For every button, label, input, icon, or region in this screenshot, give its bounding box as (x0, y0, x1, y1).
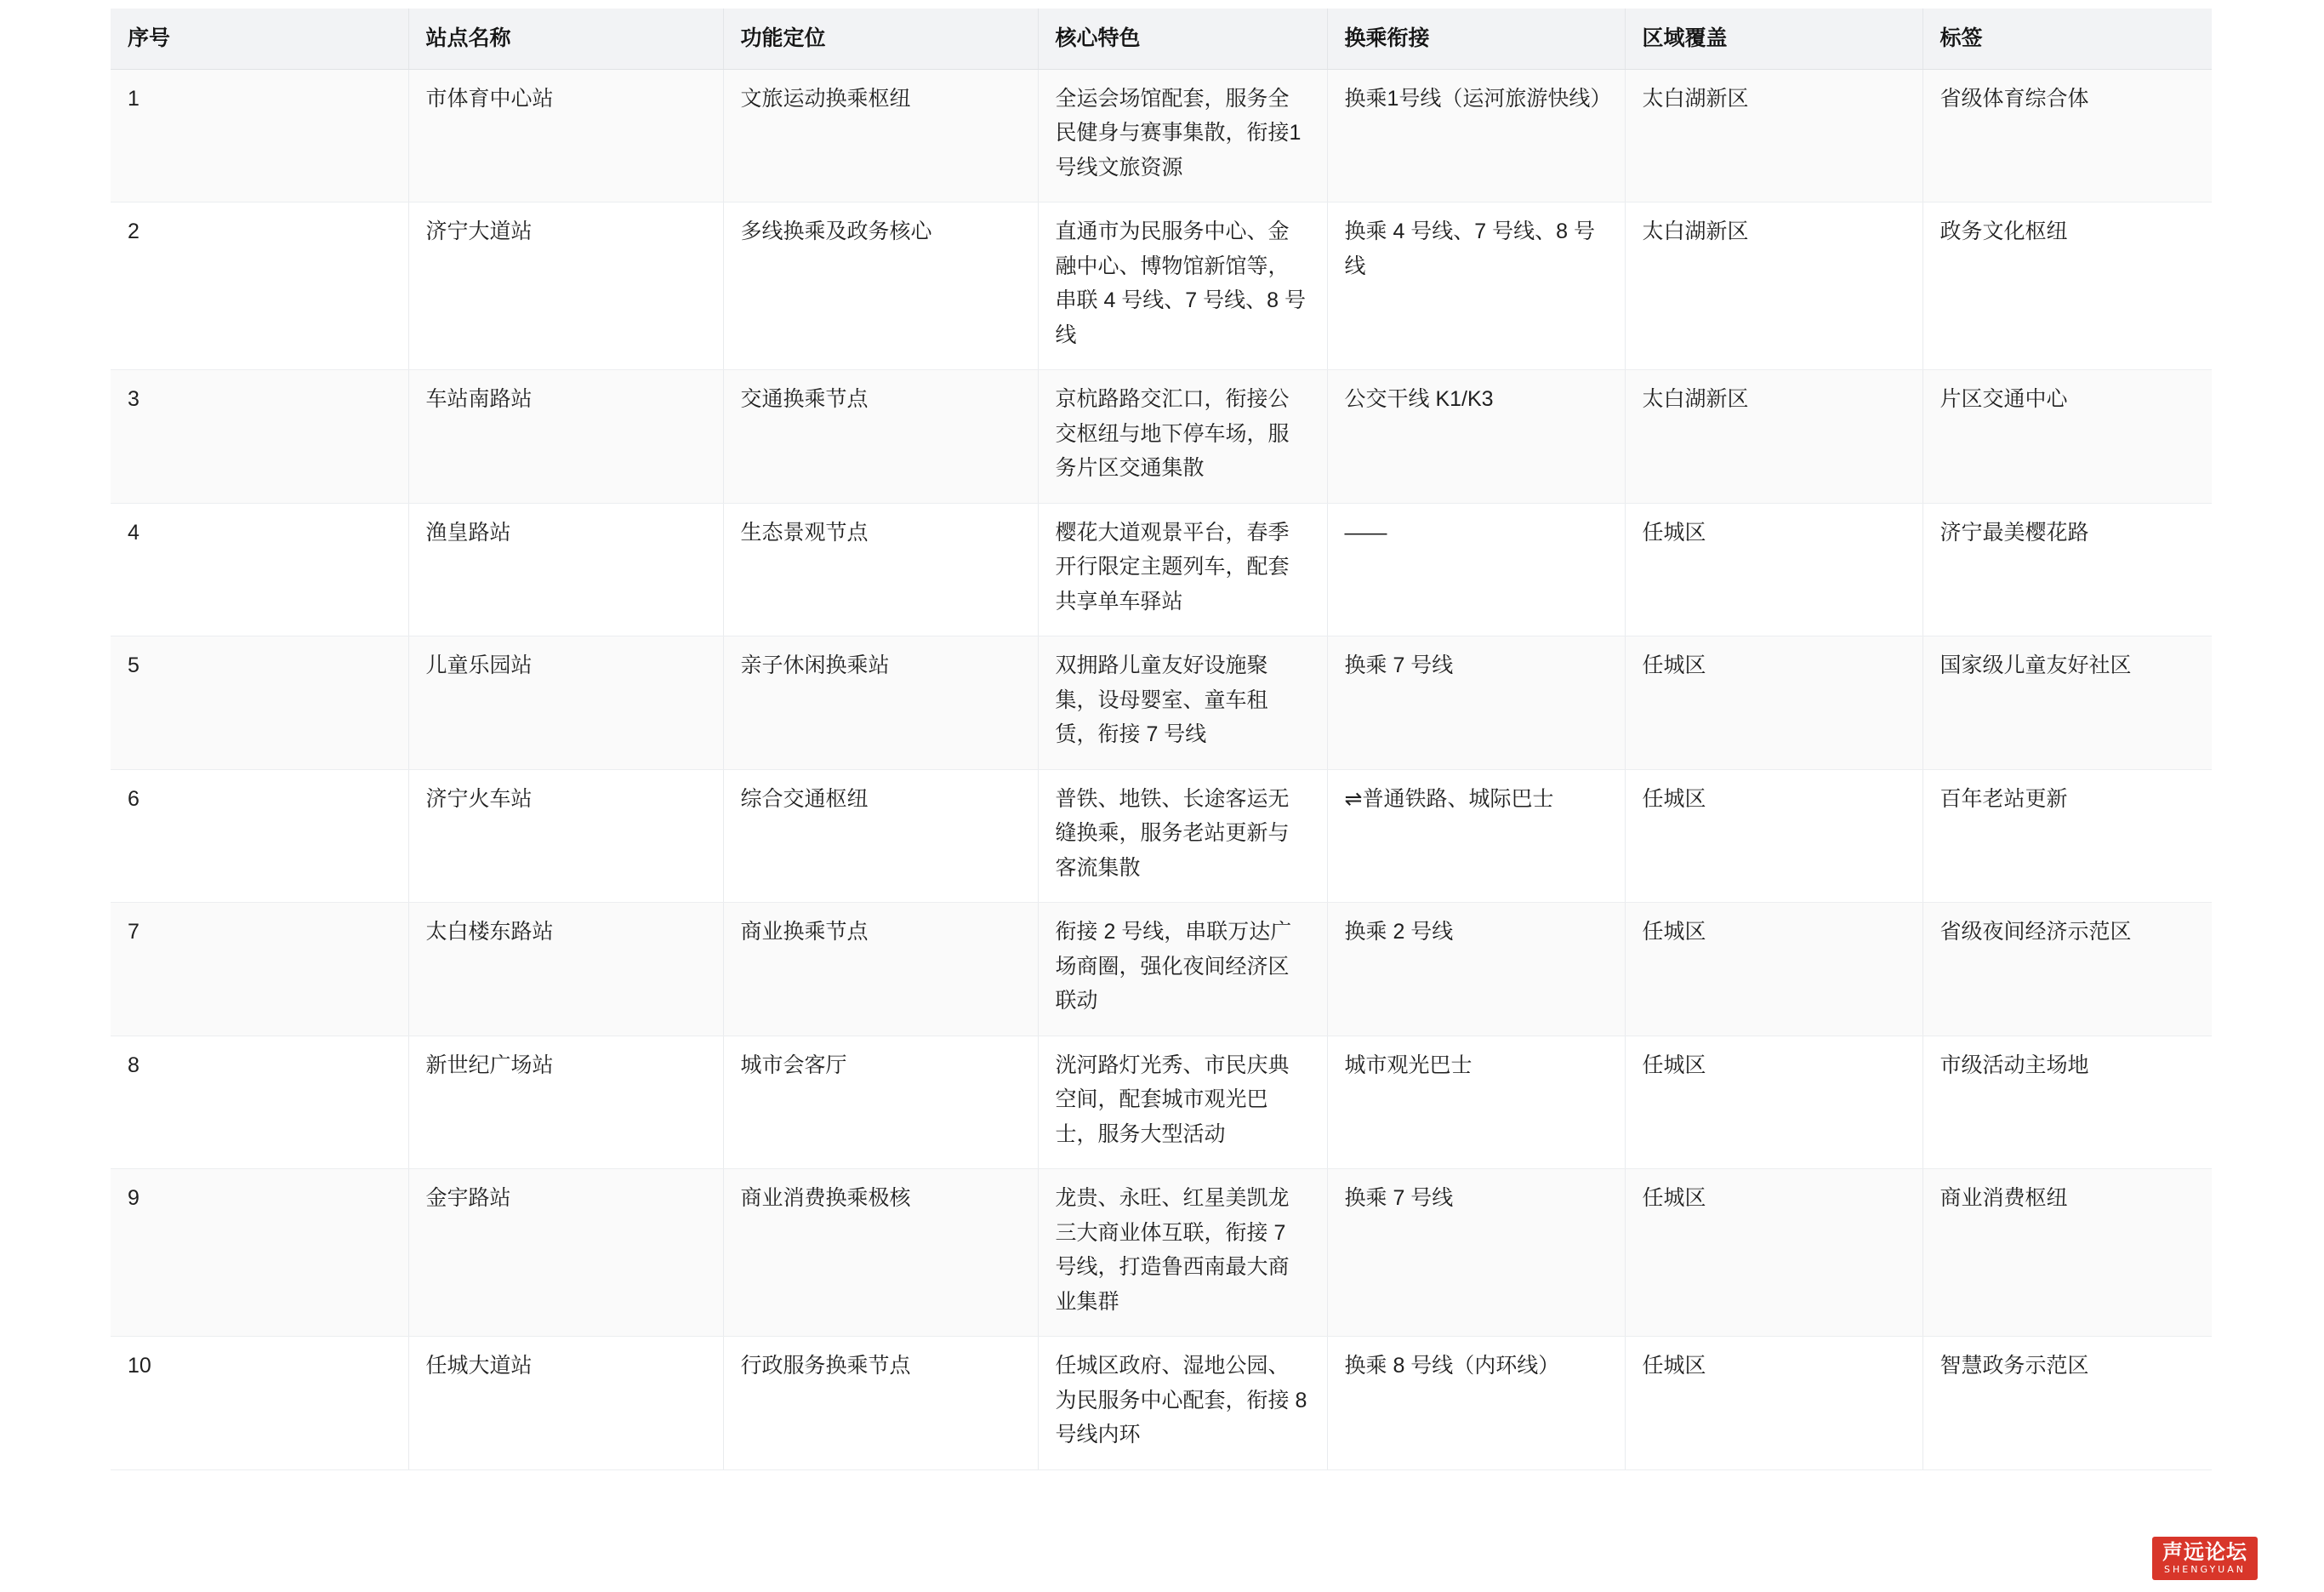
cell-index: 3 (111, 370, 408, 504)
table-row (111, 69, 2212, 203)
cell-tag: 百年老站更新 (1922, 769, 2212, 903)
cell-index: 9 (111, 1169, 408, 1337)
cell-function: 文旅运动换乘枢纽 (723, 69, 1038, 203)
cell-function: 商业消费换乘极核 (723, 1169, 1038, 1337)
watermark-subtext: SHENGYUAN (2164, 1564, 2246, 1575)
cell-feature: 京杭路路交汇口，衔接公交枢纽与地下停车场，服务片区交通集散 (1038, 370, 1327, 504)
cell-station-name: 太白楼东路站 (408, 903, 723, 1036)
cell-station-name: 渔皇路站 (408, 503, 723, 636)
cell-feature: 双拥路儿童友好设施聚集，设母婴室、童车租赁，衔接 7 号线 (1038, 636, 1327, 770)
station-table (111, 9, 2212, 1470)
cell-index: 8 (111, 1036, 408, 1169)
cell-transfer: 换乘 2 号线 (1327, 903, 1625, 1036)
column-header-tag: 标签 (1922, 9, 2212, 69)
table-row (111, 1169, 2212, 1337)
table-row (111, 636, 2212, 770)
cell-area: 太白湖新区 (1625, 370, 1922, 504)
cell-index: 4 (111, 503, 408, 636)
column-header-area: 区域覆盖 (1625, 9, 1922, 69)
cell-function: 亲子休闲换乘站 (723, 636, 1038, 770)
cell-transfer: 换乘 4 号线、7 号线、8 号线 (1327, 203, 1625, 370)
cell-station-name: 儿童乐园站 (408, 636, 723, 770)
cell-transfer: —— (1327, 503, 1625, 636)
station-table-container (111, 9, 2212, 1470)
cell-transfer: 换乘1号线（运河旅游快线） (1327, 69, 1625, 203)
cell-area: 任城区 (1625, 1036, 1922, 1169)
cell-area: 任城区 (1625, 636, 1922, 770)
table-row (111, 903, 2212, 1036)
table-header-row (111, 9, 2212, 69)
table-body (111, 69, 2212, 1469)
cell-feature: 直通市为民服务中心、金融中心、博物馆新馆等，串联 4 号线、7 号线、8 号线 (1038, 203, 1327, 370)
cell-tag: 片区交通中心 (1922, 370, 2212, 504)
cell-area: 太白湖新区 (1625, 203, 1922, 370)
cell-area: 太白湖新区 (1625, 69, 1922, 203)
cell-index: 1 (111, 69, 408, 203)
cell-tag: 国家级儿童友好社区 (1922, 636, 2212, 770)
cell-area: 任城区 (1625, 1169, 1922, 1337)
cell-feature: 樱花大道观景平台，春季开行限定主题列车，配套共享单车驿站 (1038, 503, 1327, 636)
cell-area: 任城区 (1625, 903, 1922, 1036)
cell-tag: 济宁最美樱花路 (1922, 503, 2212, 636)
cell-transfer: 换乘 7 号线 (1327, 1169, 1625, 1337)
cell-tag: 政务文化枢纽 (1922, 203, 2212, 370)
cell-transfer: 换乘 8 号线（内环线） (1327, 1337, 1625, 1470)
cell-function: 交通换乘节点 (723, 370, 1038, 504)
cell-index: 10 (111, 1337, 408, 1470)
cell-transfer: 公交干线 K1/K3 (1327, 370, 1625, 504)
cell-function: 城市会客厅 (723, 1036, 1038, 1169)
column-header-transfer: 换乘衔接 (1327, 9, 1625, 69)
column-header-name: 站点名称 (408, 9, 723, 69)
cell-feature: 洸河路灯光秀、市民庆典空间，配套城市观光巴士，服务大型活动 (1038, 1036, 1327, 1169)
cell-area: 任城区 (1625, 1337, 1922, 1470)
cell-feature: 衔接 2 号线，串联万达广场商圈，强化夜间经济区联动 (1038, 903, 1327, 1036)
cell-function: 多线换乘及政务核心 (723, 203, 1038, 370)
column-header-function: 功能定位 (723, 9, 1038, 69)
table-header (111, 9, 2212, 69)
table-row (111, 1036, 2212, 1169)
forum-watermark (2152, 1537, 2258, 1580)
cell-feature: 全运会场馆配套，服务全民健身与赛事集散，衔接1号线文旅资源 (1038, 69, 1327, 203)
cell-transfer: 换乘 7 号线 (1327, 636, 1625, 770)
table-row (111, 503, 2212, 636)
cell-feature: 普铁、地铁、长途客运无缝换乘，服务老站更新与客流集散 (1038, 769, 1327, 903)
cell-area: 任城区 (1625, 503, 1922, 636)
cell-station-name: 车站南路站 (408, 370, 723, 504)
cell-station-name: 市体育中心站 (408, 69, 723, 203)
cell-tag: 省级体育综合体 (1922, 69, 2212, 203)
cell-tag: 商业消费枢纽 (1922, 1169, 2212, 1337)
cell-station-name: 济宁火车站 (408, 769, 723, 903)
table-row (111, 370, 2212, 504)
cell-function: 生态景观节点 (723, 503, 1038, 636)
cell-station-name: 新世纪广场站 (408, 1036, 723, 1169)
cell-transfer: ⇌普通铁路、城际巴士 (1327, 769, 1625, 903)
cell-station-name: 任城大道站 (408, 1337, 723, 1470)
watermark-text: 声远论坛 (2162, 1540, 2247, 1564)
cell-function: 商业换乘节点 (723, 903, 1038, 1036)
cell-tag: 省级夜间经济示范区 (1922, 903, 2212, 1036)
cell-station-name: 济宁大道站 (408, 203, 723, 370)
cell-index: 6 (111, 769, 408, 903)
cell-index: 5 (111, 636, 408, 770)
cell-index: 2 (111, 203, 408, 370)
cell-index: 7 (111, 903, 408, 1036)
column-header-feature: 核心特色 (1038, 9, 1327, 69)
cell-transfer: 城市观光巴士 (1327, 1036, 1625, 1169)
table-row (111, 203, 2212, 370)
cell-tag: 智慧政务示范区 (1922, 1337, 2212, 1470)
table-row (111, 1337, 2212, 1470)
cell-function: 行政服务换乘节点 (723, 1337, 1038, 1470)
cell-function: 综合交通枢纽 (723, 769, 1038, 903)
column-header-index: 序号 (111, 9, 408, 69)
cell-area: 任城区 (1625, 769, 1922, 903)
cell-feature: 任城区政府、湿地公园、为民服务中心配套，衔接 8 号线内环 (1038, 1337, 1327, 1470)
cell-station-name: 金宇路站 (408, 1169, 723, 1337)
cell-feature: 龙贵、永旺、红星美凯龙三大商业体互联，衔接 7 号线，打造鲁西南最大商业集群 (1038, 1169, 1327, 1337)
cell-tag: 市级活动主场地 (1922, 1036, 2212, 1169)
table-row (111, 769, 2212, 903)
